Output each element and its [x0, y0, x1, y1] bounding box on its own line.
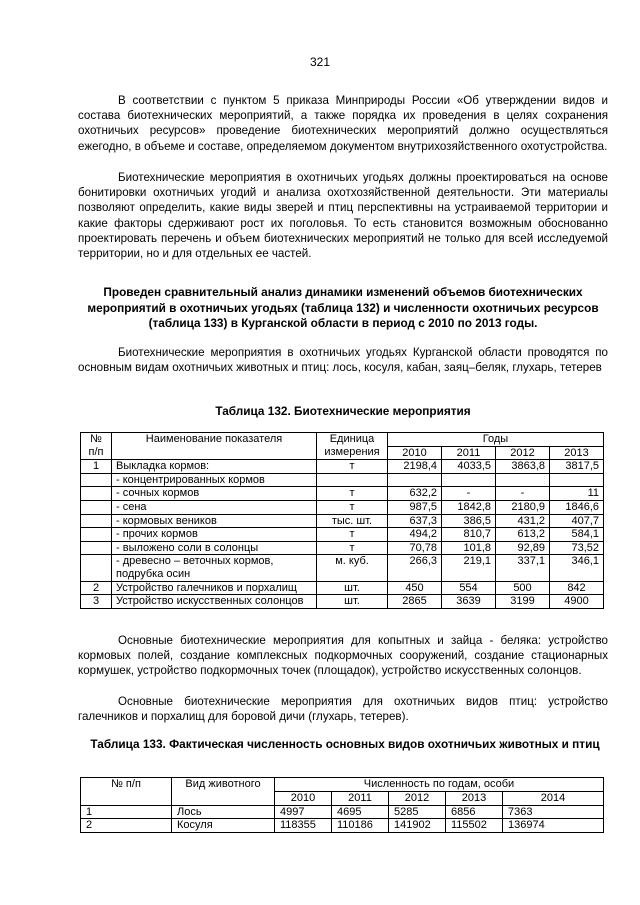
row-value: 3817,5 — [550, 460, 604, 474]
t132-header-year: 2013 — [550, 446, 604, 460]
page-number: 321 — [309, 55, 331, 69]
t132-header-year: 2010 — [388, 446, 442, 460]
row-value: 3863,8 — [496, 460, 550, 474]
table-row — [81, 528, 604, 542]
table-row — [81, 555, 604, 581]
t133-header-group: Численность по годам, особи — [275, 778, 604, 792]
row-value: 73,52 — [550, 541, 604, 555]
row-value: - — [496, 487, 550, 501]
row-num: 2 — [81, 819, 172, 833]
row-value — [496, 473, 550, 487]
t133-header-year: 2011 — [332, 791, 389, 805]
row-value: 4900 — [550, 595, 604, 609]
row-value: 141902 — [389, 819, 446, 833]
table-132 — [80, 432, 604, 609]
table-133 — [80, 777, 604, 833]
row-num — [81, 528, 112, 542]
row-value: 101,8 — [442, 541, 496, 555]
t133-header-year: 2014 — [503, 791, 604, 805]
table-row — [81, 581, 604, 595]
row-unit: т — [317, 487, 388, 501]
row-value: 11 — [550, 487, 604, 501]
row-num — [81, 473, 112, 487]
row-value: 4033,5 — [442, 460, 496, 474]
row-value: 4695 — [332, 805, 389, 819]
row-value — [550, 473, 604, 487]
row-value: 386,5 — [442, 514, 496, 528]
row-value: 337,1 — [496, 555, 550, 581]
row-value: 842 — [550, 581, 604, 595]
row-value: 136974 — [503, 819, 604, 833]
row-value: 450 — [388, 581, 442, 595]
table-row — [81, 460, 604, 474]
row-name: - концентрированных кормов — [112, 473, 317, 487]
row-value: 2198,4 — [388, 460, 442, 474]
row-unit: т — [317, 541, 388, 555]
table-row — [81, 514, 604, 528]
row-value — [388, 473, 442, 487]
t132-header-year: 2012 — [496, 446, 550, 460]
row-num — [81, 487, 112, 501]
row-value — [442, 473, 496, 487]
row-unit: шт. — [317, 581, 388, 595]
section-heading: Проведен сравнительный анализ динамики изменений объемов биотехнических мероприятий в охотничьих угодьях (таблица 132) и численности охотничьих ресурсов (таблица 133) в Курганской области в период с 2010 по 2013 годы. — [87, 285, 599, 330]
row-num: 1 — [81, 460, 112, 474]
row-num — [81, 555, 112, 581]
row-value: 554 — [442, 581, 496, 595]
t132-header-num: № п/п — [81, 433, 112, 460]
row-unit: тыс. шт. — [317, 514, 388, 528]
row-value: 2180,9 — [496, 500, 550, 514]
row-unit: м. куб. — [317, 555, 388, 581]
row-value: 1846,6 — [550, 500, 604, 514]
table-row — [81, 473, 604, 487]
row-value: 632,2 — [388, 487, 442, 501]
row-num: 3 — [81, 595, 112, 609]
row-value: 613,2 — [496, 528, 550, 542]
row-name: Устройство галечников и порхалищ — [112, 581, 317, 595]
row-name: - древесно – веточных кормов, подрубка осин — [112, 555, 317, 581]
row-value: 346,1 — [550, 555, 604, 581]
row-value: 7363 — [503, 805, 604, 819]
row-name: Выкладка кормов: — [112, 460, 317, 474]
row-unit: шт. — [317, 595, 388, 609]
row-value: 115502 — [446, 819, 503, 833]
paragraph-4: Основные биотехнические мероприятия для копытных и зайца - беляка: устройство кормовых полей, создание комплексных подкормочных сооружений, создание стационарных кормушек, устройство подкормочных точек (площадок), устройство искусственных солонцов. — [78, 634, 608, 678]
table-row — [81, 541, 604, 555]
table-row — [81, 805, 604, 819]
paragraph-2: Биотехнические мероприятия в охотничьих угодьях должны проектироваться на основе бонитировки охотничьих угодий и анализа охотхозяйственной деятельности. Эти материалы позволяют определить, какие виды зверей и птиц перспективны на устраиваемой территории и какие факторы сдерживают рост их поголовья. То есть становится возможным обоснованно проектировать перечень и объем биотехнических мероприятий не только для всей исследуемой территории, но и для отдельных ее частей. — [78, 171, 608, 261]
table133-title: Таблица 133. Фактическая численность основных видов охотничьих животных и птиц — [90, 737, 600, 751]
row-value: 584,1 — [550, 528, 604, 542]
t133-header-year: 2012 — [389, 791, 446, 805]
table132-title: Таблица 132. Биотехнические мероприятия — [215, 404, 471, 418]
row-value: 6856 — [446, 805, 503, 819]
row-value: 219,1 — [442, 555, 496, 581]
t133-header-num: № п/п — [81, 778, 172, 806]
t132-header-years: Годы — [388, 433, 604, 447]
row-value: 5285 — [389, 805, 446, 819]
t132-header-year: 2011 — [442, 446, 496, 460]
row-value: 4997 — [275, 805, 332, 819]
row-value: 118355 — [275, 819, 332, 833]
paragraph-5: Основные биотехнические мероприятия для охотничьих видов птиц: устройство галечников и порхалищ для боровой дичи (глухарь, тетерев). — [78, 695, 608, 724]
row-value: 810,7 — [442, 528, 496, 542]
row-num: 2 — [81, 581, 112, 595]
row-name: - выложено соли в солонцы — [112, 541, 317, 555]
row-value: 431,2 — [496, 514, 550, 528]
row-name: - сочных кормов — [112, 487, 317, 501]
t133-header-year: 2013 — [446, 791, 503, 805]
row-value: 500 — [496, 581, 550, 595]
table-row — [81, 500, 604, 514]
row-num — [81, 541, 112, 555]
t132-header-unit: Единица измерения — [317, 433, 388, 460]
row-value: 3639 — [442, 595, 496, 609]
row-value: 1842,8 — [442, 500, 496, 514]
row-name: - кормовых веников — [112, 514, 317, 528]
row-unit: т — [317, 500, 388, 514]
row-value: 407,7 — [550, 514, 604, 528]
t133-header-species: Вид животного — [172, 778, 275, 806]
row-value: 70,78 — [388, 541, 442, 555]
row-value: 92,89 — [496, 541, 550, 555]
row-value: 266,3 — [388, 555, 442, 581]
row-value: 987,5 — [388, 500, 442, 514]
row-num — [81, 514, 112, 528]
row-species: Косуля — [172, 819, 275, 833]
row-num — [81, 500, 112, 514]
table-row — [81, 487, 604, 501]
t132-header-name: Наименование показателя — [112, 433, 317, 460]
table-row — [81, 595, 604, 609]
row-value: 3199 — [496, 595, 550, 609]
table-row — [81, 819, 604, 833]
paragraph-1: В соответствии с пунктом 5 приказа Минприроды России «Об утверждении видов и состава биотехнических мероприятий, а также порядка их проведения в целях сохранения охотничьих ресурсов» проведение биотехнических мероприятий должно осуществляться ежегодно, в объеме и составе, определяемом документом внутрихозяйственного охотустройства. — [78, 94, 608, 153]
row-num: 1 — [81, 805, 172, 819]
row-unit: т — [317, 460, 388, 474]
row-value: 2865 — [388, 595, 442, 609]
paragraph-3: Биотехнические мероприятия в охотничьих угодьях Курганской области проводятся по основным видам охотничьих животных и птиц: лось, косуля, кабан, заяц–беляк, глухарь, тетерев — [78, 346, 608, 375]
t133-header-year: 2010 — [275, 791, 332, 805]
row-value: 494,2 — [388, 528, 442, 542]
row-species: Лось — [172, 805, 275, 819]
row-name: - сена — [112, 500, 317, 514]
row-name: Устройство искусственных солонцов — [112, 595, 317, 609]
row-value: 637,3 — [388, 514, 442, 528]
row-value: - — [442, 487, 496, 501]
row-name: - прочих кормов — [112, 528, 317, 542]
row-value: 110186 — [332, 819, 389, 833]
row-unit: т — [317, 528, 388, 542]
row-unit — [317, 473, 388, 487]
